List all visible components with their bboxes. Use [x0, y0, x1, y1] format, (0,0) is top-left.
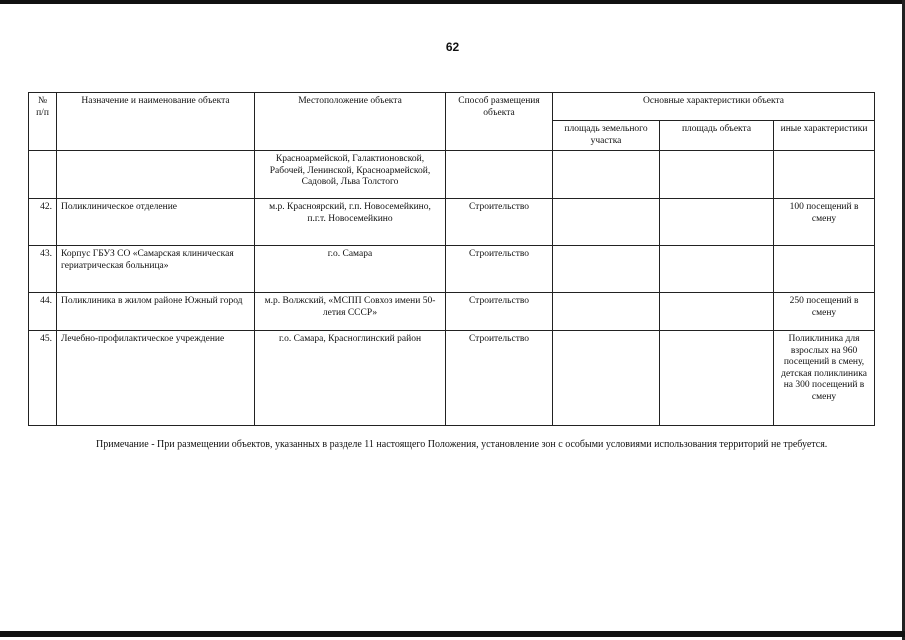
cell-land-area — [553, 199, 660, 246]
objects-table — [28, 92, 875, 426]
cell-method: Строительство — [446, 246, 553, 293]
cell-name: Поликлиническое отделение — [57, 199, 255, 246]
table-row — [29, 199, 875, 246]
header-other: иные характеристики — [774, 121, 875, 151]
cell-other: Поликлиника для взрослых на 960 посещений в смену, детская поликлиника на 300 посещений в смену — [774, 331, 875, 426]
scan-border-bottom — [0, 631, 905, 637]
cell-object-area — [660, 199, 774, 246]
cell-method: Строительство — [446, 293, 553, 331]
cell-other — [774, 151, 875, 199]
table-note: Примечание - При размещении объектов, указанных в разделе 11 настоящего Положения, установление зон с особыми условиями использования территорий не требуется. — [96, 439, 828, 450]
cell-num: 44. — [29, 293, 57, 331]
header-characteristics: Основные характеристики объекта — [553, 93, 875, 121]
cell-method: Строительство — [446, 199, 553, 246]
cell-name: Корпус ГБУЗ СО «Самарская клиническая гериатрическая больница» — [57, 246, 255, 293]
cell-land-area — [553, 246, 660, 293]
cell-object-area — [660, 246, 774, 293]
cell-other — [774, 246, 875, 293]
cell-location: г.о. Самара, Красноглинский район — [255, 331, 446, 426]
cell-other: 100 посещений в смену — [774, 199, 875, 246]
cell-method: Строительство — [446, 331, 553, 426]
table-row — [29, 331, 875, 426]
header-name: Назначение и наименование объекта — [57, 93, 255, 151]
header-land-area: площадь земельного участка — [553, 121, 660, 151]
table-row — [29, 293, 875, 331]
cell-num — [29, 151, 57, 199]
cell-num: 42. — [29, 199, 57, 246]
cell-name: Лечебно-профилактическое учреждение — [57, 331, 255, 426]
scan-border-top — [0, 0, 905, 4]
cell-land-area — [553, 293, 660, 331]
cell-land-area — [553, 331, 660, 426]
cell-location: Красноармейской, Галактионовской, Рабочей, Ленинской, Красноармейской, Садовой, Льва Толстого — [255, 151, 446, 199]
table-row — [29, 151, 875, 199]
table-row — [29, 246, 875, 293]
cell-num: 45. — [29, 331, 57, 426]
cell-object-area — [660, 293, 774, 331]
header-object-area: площадь объекта — [660, 121, 774, 151]
cell-name — [57, 151, 255, 199]
cell-other: 250 посещений в смену — [774, 293, 875, 331]
cell-location: г.о. Самара — [255, 246, 446, 293]
header-location: Местоположение объекта — [255, 93, 446, 151]
cell-object-area — [660, 331, 774, 426]
cell-object-area — [660, 151, 774, 199]
header-num: № п/п — [29, 93, 57, 151]
page-number: 62 — [445, 40, 460, 54]
cell-land-area — [553, 151, 660, 199]
header-method: Способ размещения объекта — [446, 93, 553, 151]
cell-location: м.р. Волжский, «МСПП Совхоз имени 50-летия СССР» — [255, 293, 446, 331]
cell-num: 43. — [29, 246, 57, 293]
cell-method — [446, 151, 553, 199]
cell-location: м.р. Красноярский, г.п. Новосемейкино, п.г.т. Новосемейкино — [255, 199, 446, 246]
cell-name: Поликлиника в жилом районе Южный город — [57, 293, 255, 331]
